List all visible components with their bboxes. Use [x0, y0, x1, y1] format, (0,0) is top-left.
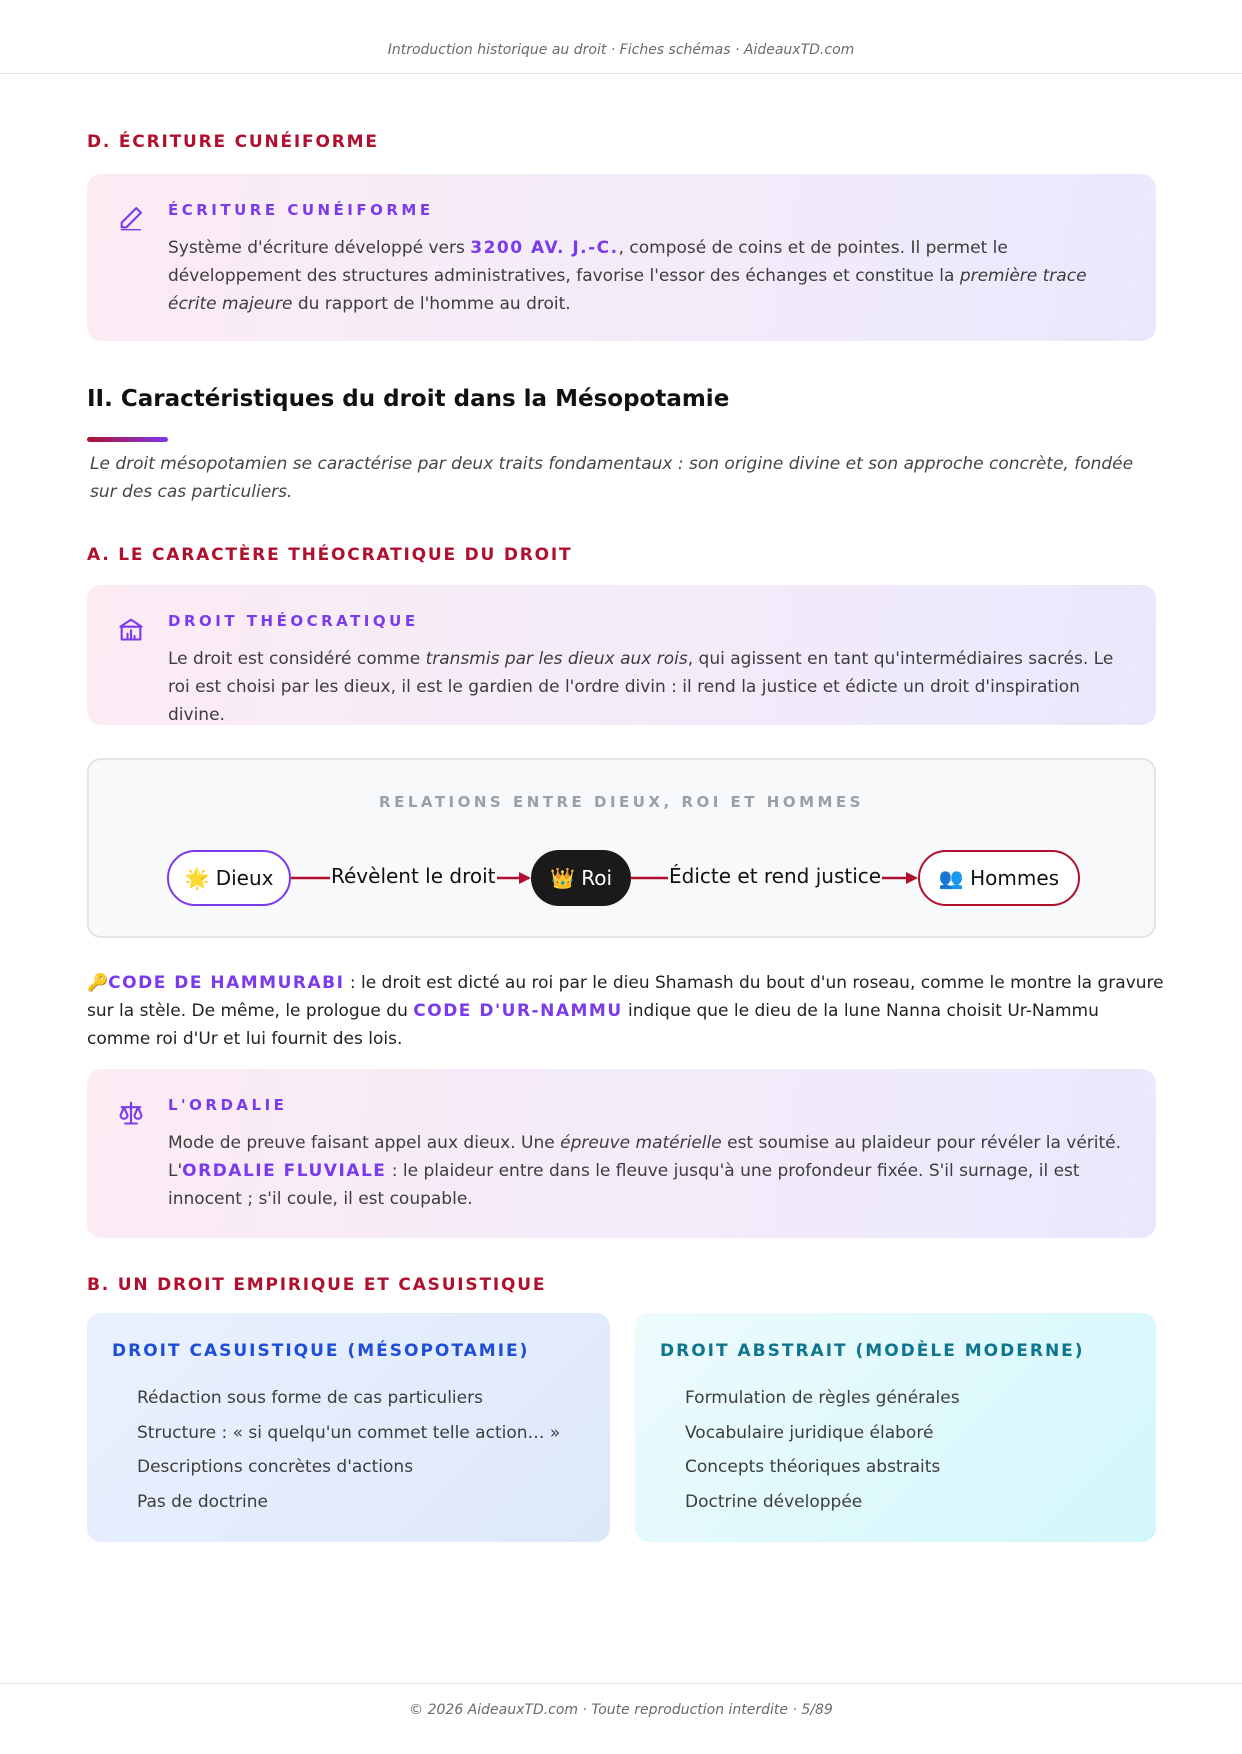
edge-label-justice: Édicte et rend justice	[669, 864, 882, 888]
section-d-heading: D. ÉCRITURE CUNÉIFORME	[87, 132, 379, 152]
section-a-heading: A. LE CARACTÈRE THÉOCRATIQUE DU DROIT	[87, 545, 573, 565]
list-item: Vocabulaire juridique élaboré	[685, 1422, 934, 1443]
callout-title: ÉCRITURE CUNÉIFORME	[168, 201, 434, 219]
abstract-law-card	[635, 1313, 1156, 1542]
diagram-arrows	[89, 760, 1154, 936]
card-title: DROIT ABSTRAIT (MODÈLE MODERNE)	[660, 1341, 1085, 1361]
scales-icon	[117, 1099, 145, 1127]
list-item: Structure : « si quelqu'un commet telle action… »	[137, 1422, 561, 1443]
ordalie-callout	[87, 1069, 1156, 1238]
footer-text: © 2026 AideauxTD.com · Toute reproduction interdite · 5/89	[409, 1702, 833, 1718]
theocratic-callout	[87, 585, 1156, 725]
card-list	[137, 1381, 560, 1519]
date-highlight: 3200 AV. J.-C.	[470, 238, 619, 258]
section-ii-heading: II. Caractéristiques du droit dans la Mésopotamie	[87, 386, 730, 412]
casuistic-law-card	[87, 1313, 610, 1542]
heading-underline	[87, 437, 168, 442]
header-text: Introduction historique au droit · Fiches schémas · AideauxTD.com	[387, 42, 855, 58]
ordalie-fluviale-highlight: ORDALIE FLUVIALE	[182, 1161, 387, 1181]
section-b-heading: B. UN DROIT EMPIRIQUE ET CASUISTIQUE	[87, 1275, 547, 1295]
section-intro: Le droit mésopotamien se caractérise par deux traits fondamentaux : son origine divine et son approche concrète, fondée sur des cas particuliers.	[90, 454, 1134, 502]
callout-body: Système d'écriture développé vers 3200 AV. J.-C., composé de coins et de pointes. Il permet le développement des structures administratives, favorise l'essor des échanges et constitue la première trace écrite majeure du rapport de l'homme au droit.	[168, 238, 1087, 314]
node-gods: 🌟 Dieux	[167, 850, 291, 906]
key-icon: 🔑	[87, 973, 109, 993]
cuneiform-callout	[87, 174, 1156, 341]
edge-label-reveal: Révèlent le droit	[331, 864, 496, 888]
list-item: Descriptions concrètes d'actions	[137, 1457, 414, 1477]
callout-body: Le droit est considéré comme transmis par les dieux aux rois, qui agissent en tant qu'intermédiaires sacrés. Le roi est choisi par les dieux, il est le gardien de l'ordre divin : il rend la justice et édicte un droit d'inspiration divine.	[168, 649, 1114, 725]
relations-diagram	[87, 758, 1156, 938]
pencil-icon	[117, 204, 145, 232]
callout-title: L'ORDALIE	[168, 1096, 288, 1114]
card-list	[685, 1381, 960, 1519]
node-king: 👑 Roi	[531, 850, 631, 906]
callout-body: Mode de preuve faisant appel aux dieux. Une épreuve matérielle est soumise au plaideur pour révéler la vérité. L'ORDALIE FLUVIALE : le plaideur entre dans le fleuve jusqu'à une profondeur fixée. S'il surnage, il est innocent ; s'il coule, il est coupable.	[168, 1133, 1122, 1209]
code-hammurabi: CODE DE HAMMURABI	[108, 973, 345, 993]
list-item: Rédaction sous forme de cas particuliers	[137, 1388, 483, 1408]
code-ur-nammu: CODE D'UR-NAMMU	[413, 1001, 623, 1021]
list-item: Formulation de règles générales	[685, 1388, 960, 1408]
list-item: Concepts théoriques abstraits	[685, 1457, 941, 1477]
node-men: 👥 Hommes	[918, 850, 1080, 906]
hammurabi-paragraph: 🔑CODE DE HAMMURABI : le droit est dicté au roi par le dieu Shamash du bout d'un roseau, comme le montre la gravure sur la stèle. De même, le prologue du CODE D'UR-NAMMU indique que le dieu de la lune Nanna choisit Ur-Nammu comme roi d'Ur et lui fournit des lois.	[87, 973, 1164, 1049]
diagram-title: RELATIONS ENTRE DIEUX, ROI ET HOMMES	[379, 793, 864, 811]
page-header	[0, 0, 1242, 74]
card-title: DROIT CASUISTIQUE (MÉSOPOTAMIE)	[112, 1341, 530, 1361]
list-item: Pas de doctrine	[137, 1491, 268, 1512]
temple-icon	[117, 615, 145, 643]
page-footer	[0, 1683, 1242, 1754]
callout-title: DROIT THÉOCRATIQUE	[168, 612, 419, 630]
list-item: Doctrine développée	[685, 1491, 863, 1512]
